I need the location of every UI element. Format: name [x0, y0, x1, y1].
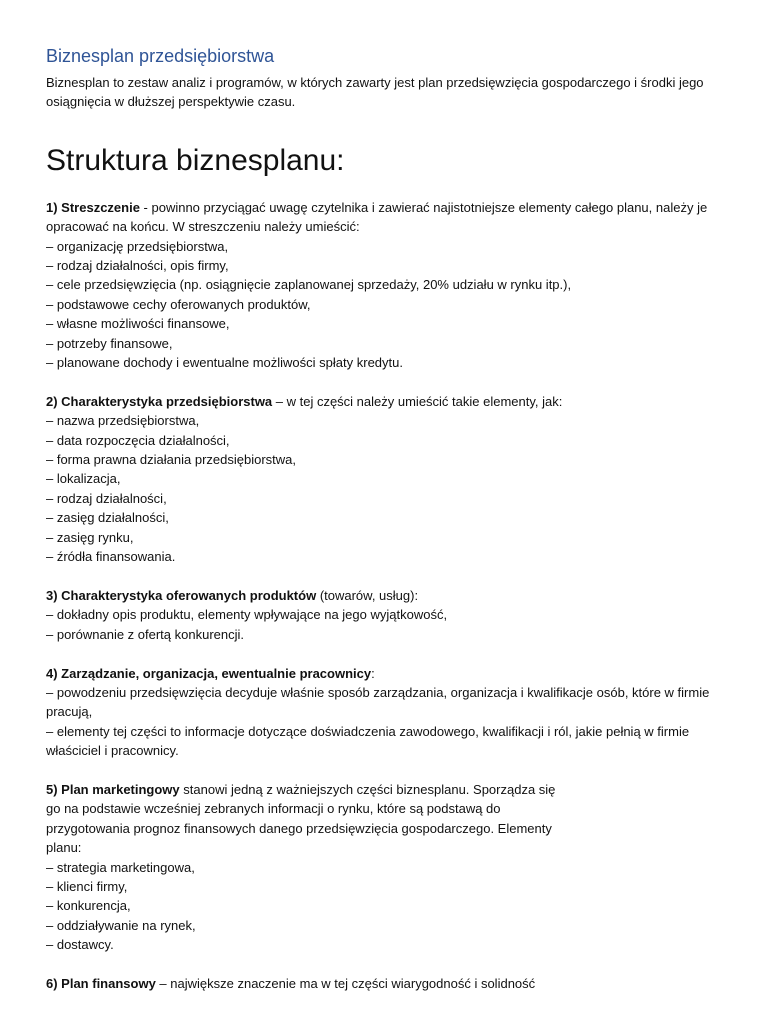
list-item: – konkurencja,	[46, 898, 131, 914]
section-lead: 3) Charakterystyka oferowanych produktów	[46, 587, 317, 603]
list-item: – data rozpoczęcia działalności,	[46, 432, 230, 448]
list-item: – cele przedsięwzięcia (np. osiągnięcie zaplanowanej sprzedaży, 20% udziału w rynku itp.),	[46, 277, 572, 293]
list-item: – zasięg działalności,	[46, 510, 169, 526]
section-paragraph	[46, 974, 726, 993]
list-item: – planowane dochody i ewentualne możliwości spłaty kredytu.	[46, 355, 403, 371]
list-item: – forma prawna działania przedsiębiorstwa,	[46, 452, 297, 468]
list-item: – organizację przedsiębiorstwa,	[46, 238, 229, 254]
section-text: stanowi jedną z ważniejszych części biznesplanu. Sporządza się go na podstawie wcześniej zebranych informacji o rynku, które są podstawą do przygotowania prognoz finansowych danego przedsięwzięcia gospodarczego. Elementy planu:	[46, 781, 556, 856]
list-item: – podstawowe cechy oferowanych produktów,	[46, 296, 311, 312]
section-text: – w tej części należy umieścić takie elementy, jak:	[272, 393, 563, 409]
list-item: – źródła finansowania.	[46, 549, 176, 565]
section-management	[46, 664, 726, 761]
list-item: – dokładny opis produktu, elementy wpływające na jego wyjątkowość,	[46, 607, 448, 623]
section-lead: 4) Zarządzanie, organizacja, ewentualnie pracownicy	[46, 665, 372, 681]
section-lead: 5) Plan marketingowy	[46, 781, 180, 797]
section-lead: 2) Charakterystyka przedsiębiorstwa	[46, 393, 273, 409]
section-text: - powinno przyciągać uwagę czytelnika i zawierać najistotniejsze elementy całego planu, należy je opracować na końcu. W streszczeniu należy umieścić:	[46, 199, 708, 235]
document-title: Biznesplan przedsiębiorstwa	[46, 46, 275, 66]
section-paragraph	[46, 392, 726, 411]
section-text: (towarów, usług):	[316, 587, 419, 603]
section-company	[46, 392, 726, 567]
document-page	[46, 44, 726, 1013]
section-paragraph	[46, 586, 726, 605]
section-paragraph	[46, 198, 726, 237]
list-item: – porównanie z ofertą konkurencji.	[46, 626, 245, 642]
section-lead: 6) Plan finansowy	[46, 975, 156, 991]
section-finance	[46, 974, 726, 993]
section-products	[46, 586, 726, 644]
list-item: – elementy tej części to informacje dotyczące doświadczenia zawodowego, kwalifikacji i ról, jakie pełnią w firmie właściciel i pracownicy.	[46, 723, 690, 759]
intro-paragraph: Biznesplan to zestaw analiz i programów, w których zawarty jest plan przedsięwzięcia gospodarczego i środki jego osiągnięcia w dłuższej perspektywie czasu.	[46, 75, 704, 110]
section-heading: Struktura biznesplanu:	[46, 143, 345, 177]
section-text: :	[371, 665, 375, 681]
list-item: – nazwa przedsiębiorstwa,	[46, 413, 200, 429]
section-paragraph	[46, 664, 726, 683]
list-item: – oddziaływanie na rynek,	[46, 917, 196, 933]
section-text: – największe znaczenie ma w tej części wiarygodność i solidność	[155, 975, 536, 991]
list-item: – klienci firmy,	[46, 878, 128, 894]
list-item: – własne możliwości finansowe,	[46, 316, 230, 332]
list-item: – powodzeniu przedsięwzięcia decyduje właśnie sposób zarządzania, organizacja i kwalifikacje osób, które w firmie pracują,	[46, 684, 710, 720]
list-item: – lokalizacja,	[46, 471, 121, 487]
section-marketing	[46, 780, 726, 955]
list-item: – dostawcy.	[46, 937, 114, 953]
section-summary	[46, 198, 726, 373]
list-item: – strategia marketingowa,	[46, 859, 195, 875]
list-item: – rodzaj działalności, opis firmy,	[46, 258, 229, 274]
list-item: – zasięg rynku,	[46, 529, 134, 545]
list-item: – potrzeby finansowe,	[46, 335, 173, 351]
section-lead: 1) Streszczenie	[46, 199, 140, 215]
section-paragraph	[46, 780, 566, 858]
list-item: – rodzaj działalności,	[46, 490, 167, 506]
